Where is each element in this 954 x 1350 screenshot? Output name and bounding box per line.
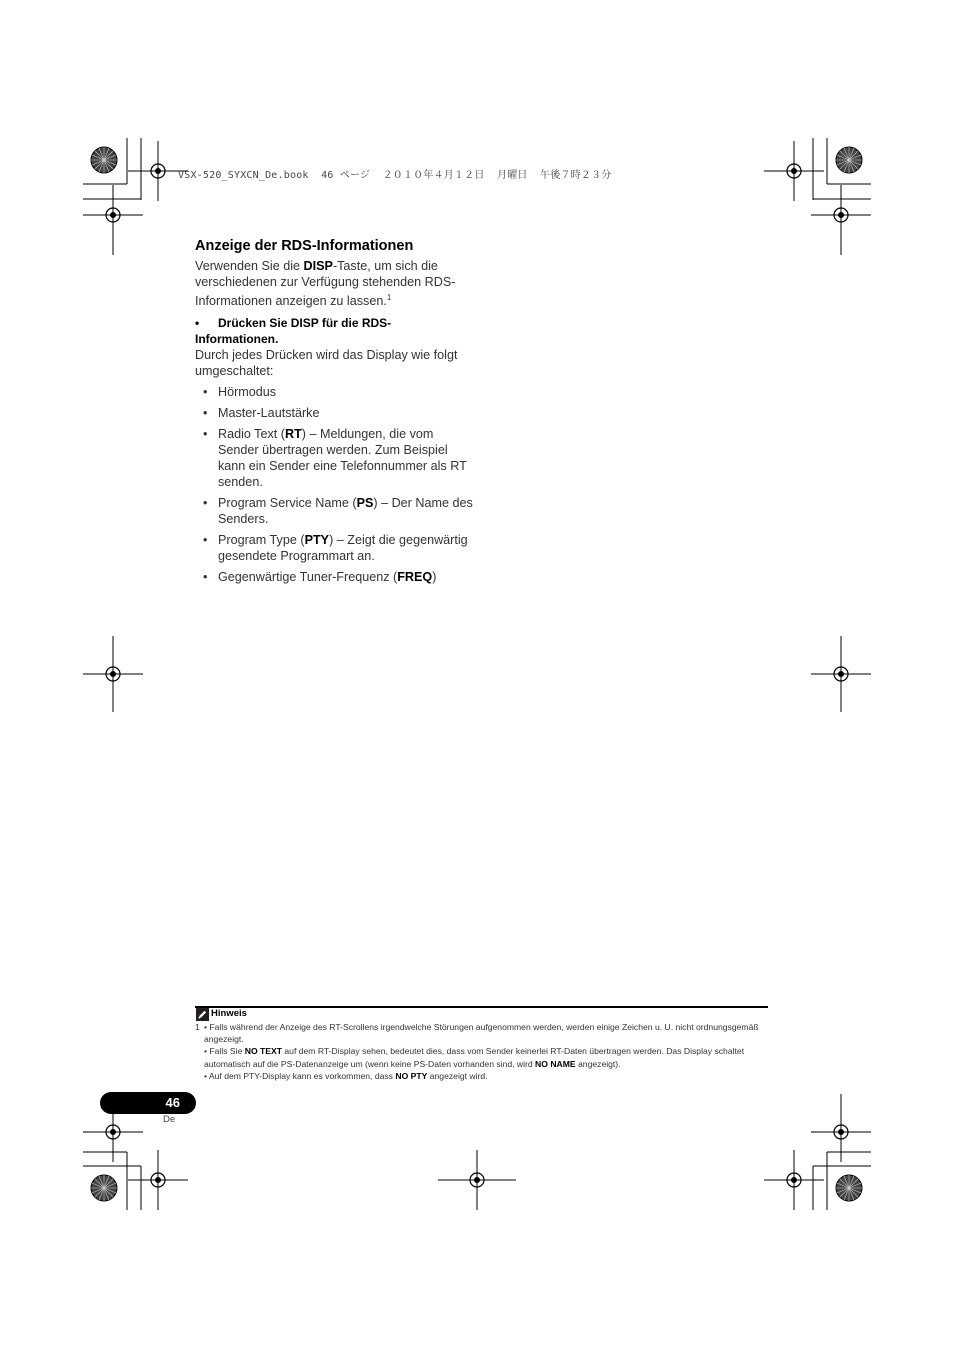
pencil-note-icon: [196, 1008, 209, 1021]
list-item-text: ) – Zeigt die gegenwärtig gesendete Programmart an.: [218, 533, 468, 563]
intro-text-1: Verwenden Sie die: [195, 259, 304, 273]
display-mode-list: [203, 384, 473, 590]
footnote-key: NO TEXT: [244, 1046, 282, 1057]
footnote-text: angezeigt wird.: [427, 1070, 488, 1081]
footnote-text: auf dem RT-Display sehen, bedeutet dies, dass vom Sender keinerlei RT-Daten übertragen werden. Das Display schaltet automatisch auf die PS-Datenanzeige um (wenn keine PS-Daten vorhanden sind, wird: [204, 1046, 745, 1069]
footnote-text: • Auf dem PTY-Display kann es vorkommen, dass: [204, 1070, 396, 1081]
list-item-text: Master-Lautstärke: [218, 406, 320, 420]
page-number-tab: [100, 1092, 196, 1114]
list-item-text: ) – Meldungen, die vom Sender übertragen werden. Zum Beispiel kann ein Sender eine Telefonnummer als RT senden.: [218, 427, 467, 489]
list-item-text: Radio Text (: [218, 427, 285, 441]
footnotes: [195, 1021, 775, 1082]
intro-text-2: -Taste, um sich die verschiedenen zur Verfügung stehenden RDS-Informationen anzeigen zu lassen.: [195, 259, 456, 308]
list-item-text: ): [432, 570, 437, 584]
list-item: [203, 569, 473, 585]
list-item-key: FREQ: [397, 570, 433, 584]
intro-paragraph: [195, 258, 480, 309]
footnote-key: NO NAME: [535, 1058, 576, 1069]
language-code: De: [163, 1114, 176, 1125]
list-item-key: RT: [284, 427, 302, 441]
page-number: 46: [165, 1095, 180, 1110]
print-header: VSX-520_SYXCN_De.book 46 ページ ２０１０年４月１２日 月曜日 午後７時２３分: [178, 170, 612, 181]
list-item: [203, 532, 473, 564]
footnote-number: 1: [195, 1022, 200, 1032]
list-item: [203, 495, 473, 527]
note-divider: [195, 1006, 768, 1008]
instruction-step: [195, 315, 455, 347]
footnote-line: [195, 1021, 775, 1045]
instruction-text: Drücken Sie DISP für die RDS-Informationen.: [195, 316, 392, 346]
list-item-text: Program Type (: [218, 533, 305, 547]
list-item-text: Program Service Name (: [218, 496, 357, 510]
footnote-reference: 1: [386, 293, 392, 302]
note-label: Hinweis: [211, 1008, 247, 1019]
footnote-line: [195, 1045, 775, 1069]
list-item: [203, 405, 473, 421]
footnote-text: • Falls während der Anzeige des RT-Scrollens irgendwelche Störungen aufgenommen werden, werden einige Zeichen u. U. nicht ordnungsgemäß angezeigt.: [204, 1022, 759, 1045]
footnote-text: • Falls Sie: [204, 1046, 245, 1057]
list-item: [203, 384, 473, 400]
description-paragraph: Durch jedes Drücken wird das Display wie folgt umgeschaltet:: [195, 348, 458, 378]
intro-key-disp: DISP: [303, 259, 333, 273]
instruction-bullet: •: [195, 316, 200, 330]
list-item-text: ) – Der Name des Senders.: [218, 496, 473, 526]
list-item-text: Gegenwärtige Tuner-Frequenz (: [218, 570, 398, 584]
footnote-key: NO PTY: [395, 1070, 428, 1081]
list-item-key: PTY: [304, 533, 330, 547]
list-item-text: Hörmodus: [218, 385, 277, 399]
list-item: [203, 426, 473, 490]
footnote-text: angezeigt).: [575, 1058, 621, 1069]
list-item-key: PS: [356, 496, 374, 510]
section-title: Anzeige der RDS-Informationen: [195, 238, 414, 254]
footnote-line: [195, 1070, 775, 1082]
